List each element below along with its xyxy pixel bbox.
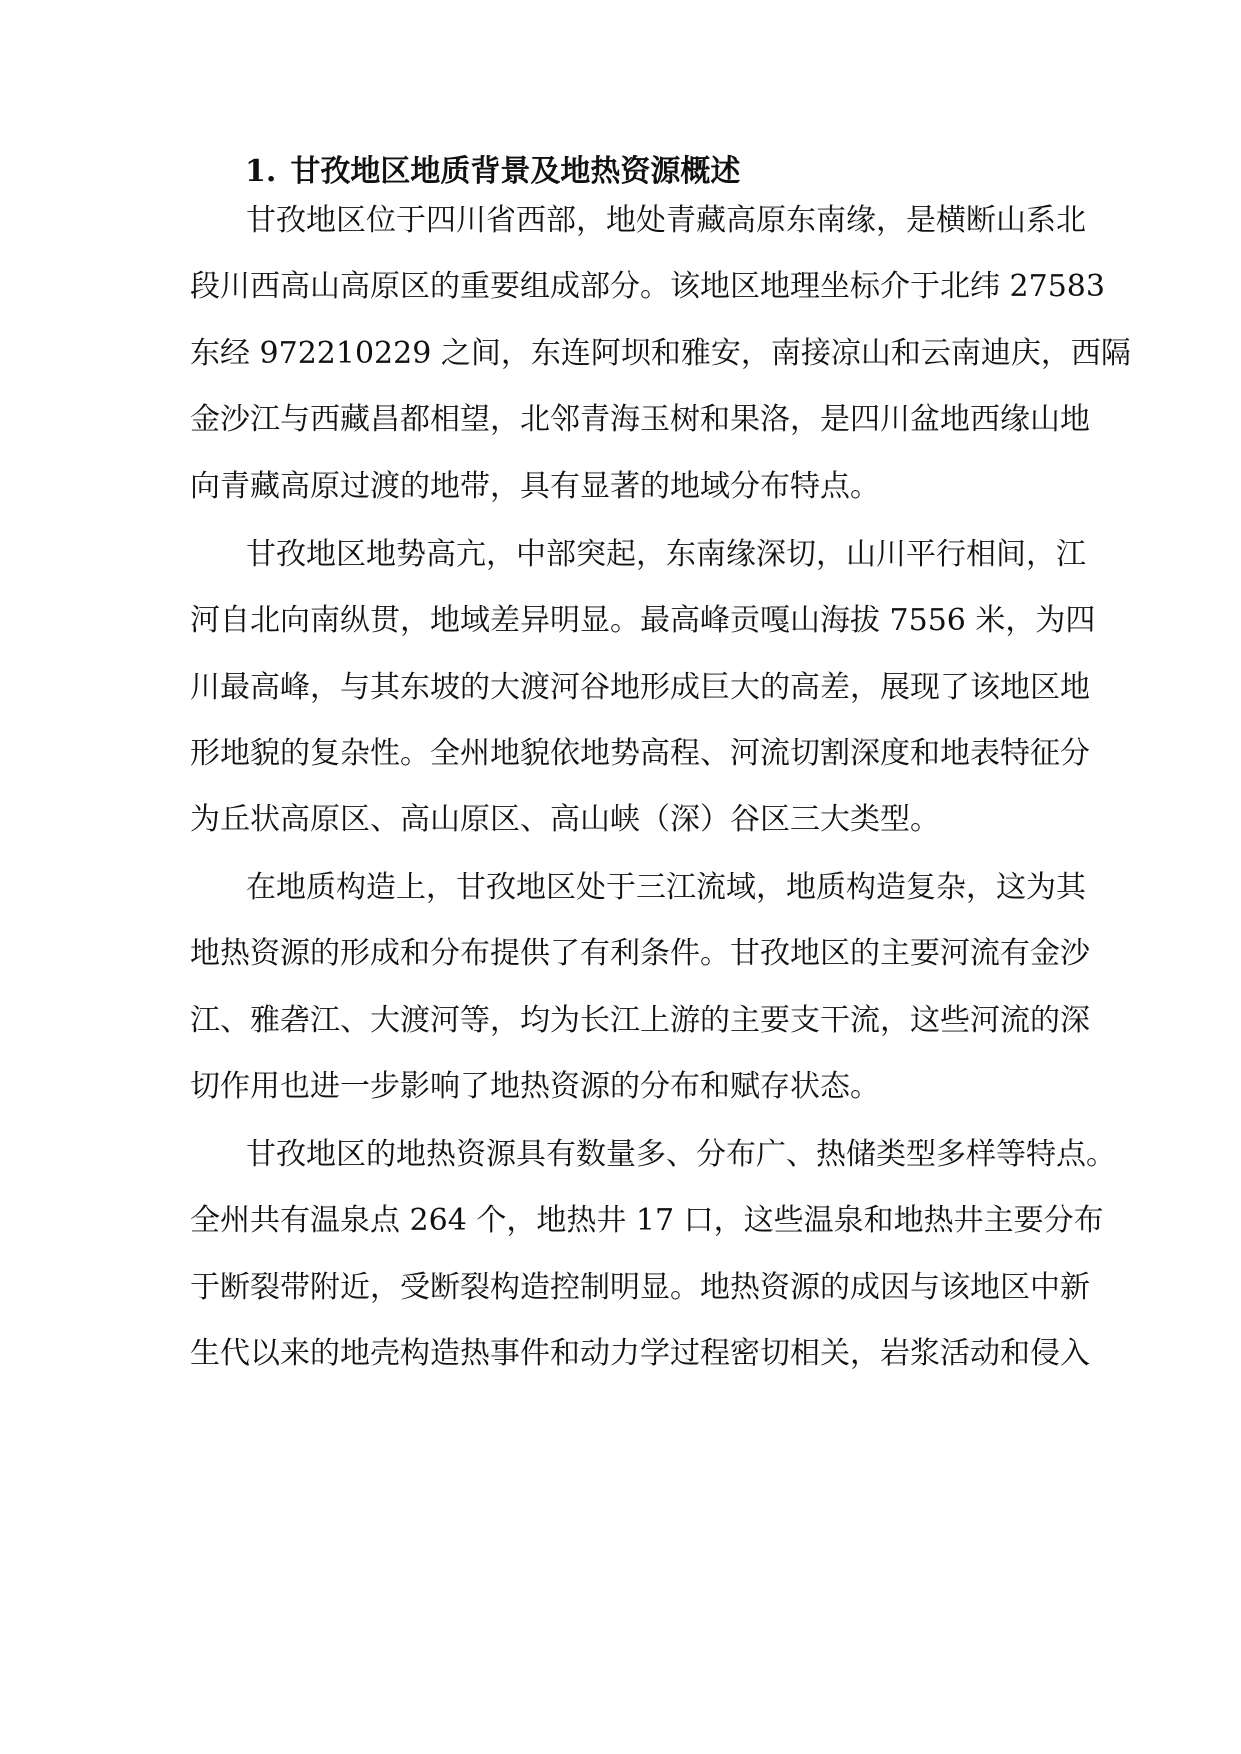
- section-title: 甘孜地区地质背景及地热资源概述: [290, 154, 741, 189]
- paragraph-1-line-1: 甘孜地区位于四川省西部，地处青藏高原东南缘，是横断山系北: [246, 203, 1086, 238]
- paragraph-3-line-4: 切作用也进一步影响了地热资源的分布和赋存状态。: [190, 1069, 880, 1104]
- paragraph-1-line-5: 向青藏高原过渡的地带，具有显著的地域分布特点。: [190, 469, 880, 504]
- paragraph-4-line-1: 甘孜地区的地热资源具有数量多、分布广、热储类型多样等特点。: [246, 1137, 1116, 1172]
- paragraph-3-line-2: 地热资源的形成和分布提供了有利条件。甘孜地区的主要河流有金沙: [190, 936, 1090, 971]
- paragraph-4-line-2: 全州共有温泉点 264 个，地热井 17 口，这些温泉和地热井主要分布: [190, 1203, 1104, 1238]
- paragraph-2-line-3: 川最高峰，与其东坡的大渡河谷地形成巨大的高差，展现了该地区地: [190, 670, 1090, 705]
- section-number: 1.: [245, 154, 277, 189]
- paragraph-4-line-4: 生代以来的地壳构造热事件和动力学过程密切相关，岩浆活动和侵入: [190, 1336, 1090, 1371]
- section-heading: [245, 150, 740, 194]
- paragraph-2-line-4: 形地貌的复杂性。全州地貌依地势高程、河流切割深度和地表特征分: [190, 736, 1090, 771]
- paragraph-1-line-3: 东经 972210229 之间，东连阿坝和雅安，南接凉山和云南迪庆，西隔: [190, 336, 1131, 371]
- paragraph-1-line-4: 金沙江与西藏昌都相望，北邻青海玉树和果洛，是四川盆地西缘山地: [190, 402, 1090, 437]
- paragraph-2-line-2: 河自北向南纵贯，地域差异明显。最高峰贡嘎山海拔 7556 米，为四: [190, 603, 1096, 638]
- paragraph-2-line-5: 为丘状高原区、高山原区、高山峡（深）谷区三大类型。: [190, 802, 940, 837]
- paragraph-3-line-3: 江、雅砻江、大渡河等，均为长江上游的主要支干流，这些河流的深: [190, 1003, 1090, 1038]
- paragraph-4-line-3: 于断裂带附近，受断裂构造控制明显。地热资源的成因与该地区中新: [190, 1270, 1090, 1305]
- paragraph-2-line-1: 甘孜地区地势高亢，中部突起，东南缘深切，山川平行相间，江: [246, 537, 1086, 572]
- paragraph-3-line-1: 在地质构造上，甘孜地区处于三江流域，地质构造复杂，这为其: [246, 870, 1086, 905]
- paragraph-1-line-2: 段川西高山高原区的重要组成部分。该地区地理坐标介于北纬 27583: [190, 269, 1105, 304]
